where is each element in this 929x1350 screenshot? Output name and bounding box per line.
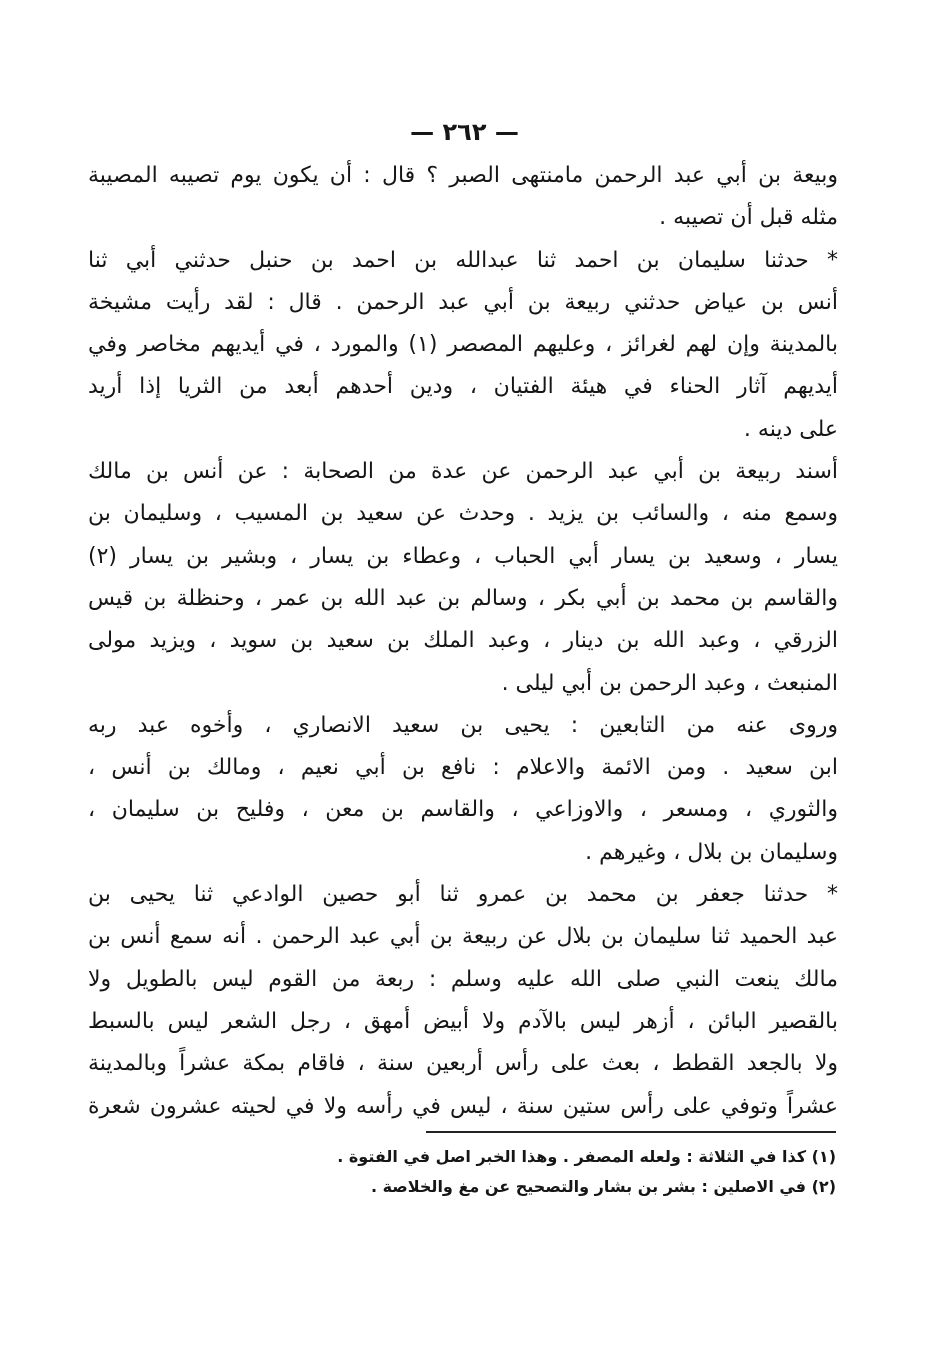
text-line: يسار ، وسعيد بن يسار أبي الحباب ، وعطاء بن يسار ، وبشير بن يسار (٢) <box>88 543 838 569</box>
footnote: (١) كذا في الثلاثة : ولعله المصفر . وهذا الخبر اصل في الفتوة . <box>337 1147 836 1166</box>
text-line: مالك ينعت النبي صلى الله عليه وسلم : ربعة من القوم ليس بالطويل ولا <box>88 966 838 992</box>
body-text <box>88 155 838 1128</box>
text-line: أيديهم آثار الحناء في هيئة الفتيان ، ودين أحدهم أبعد من الثريا إذا أريد <box>88 374 838 400</box>
text-line: على دينه . <box>743 416 838 442</box>
text-line: * حدثنا جعفر بن محمد بن عمرو ثنا أبو حصين الوادعي ثنا يحيى بن <box>88 882 838 908</box>
text-line: أسند ربيعة بن أبي عبد الرحمن عن عدة من الصحابة : عن أنس بن مالك <box>88 459 838 485</box>
text-line: وسليمان بن بلال ، وغيرهم . <box>585 839 838 865</box>
text-line: بالقصير البائن ، أزهر ليس بالآدم ولا أبيض أمهق ، رجل الشعر ليس بالسبط <box>88 1008 838 1034</box>
text-line: وسمع منه ، والسائب بن يزيد . وحدث عن سعيد بن المسيب ، وسليمان بن <box>88 501 838 527</box>
text-line: بالمدينة وإن لهم لغرائز ، وعليهم المصصر (١) والمورد ، في أيديهم مخاصر وفي <box>88 332 838 358</box>
text-line: عشراً وتوفي على رأس ستين سنة ، ليس في رأسه ولا في لحيته عشرون شعرة <box>88 1093 838 1119</box>
text-line: الزرقي ، وعبد الله بن دينار ، وعبد الملك بن سعيد بن سويد ، ويزيد مولى <box>88 628 838 654</box>
text-line: وبيعة بن أبي عبد الرحمن مامنتهى الصبر ؟ قال : أن يكون يوم تصيبه المصيبة <box>88 163 838 188</box>
text-line: مثله قبل أن تصيبه . <box>659 205 838 231</box>
text-line: عبد الحميد ثنا سليمان بن بلال عن ربيعة بن أبي عبد الرحمن . أنه سمع أنس بن <box>88 924 838 950</box>
text-line: والقاسم بن محمد بن أبي بكر ، وسالم بن عبد الله بن عمر ، وحنظلة بن قيس <box>88 585 838 611</box>
text-line: * حدثنا سليمان بن احمد ثنا عبدالله بن احمد بن حنبل حدثني أبي ثنا <box>88 247 838 273</box>
footnote: (٢) في الاصلين : بشر بن بشار والتصحيح عن مغ والخلاصة . <box>370 1177 836 1196</box>
page-number: — ٢٦٢ — <box>410 118 519 146</box>
text-line: ابن سعيد . ومن الائمة والاعلام : نافع بن أبي نعيم ، ومالك بن أنس ، <box>88 755 838 781</box>
text-line: وروى عنه من التابعين : يحيى بن سعيد الانصاري ، وأخوه عبد ربه <box>88 712 838 738</box>
text-line: ولا بالجعد القطط ، بعث على رأس أربعين سنة ، فاقام بمكة عشراً وبالمدينة <box>88 1051 838 1077</box>
text-line: والثوري ، ومسعر ، والاوزاعي ، والقاسم بن معن ، وفليح بن سليمان ، <box>88 797 838 823</box>
footnotes <box>276 1142 836 1202</box>
footnote-divider <box>426 1131 836 1133</box>
text-line: المنبعث ، وعبد الرحمن بن أبي ليلى . <box>501 670 838 696</box>
text-line: أنس بن عياض حدثني ربيعة بن أبي عبد الرحمن . قال : لقد رأيت مشيخة <box>88 289 838 315</box>
